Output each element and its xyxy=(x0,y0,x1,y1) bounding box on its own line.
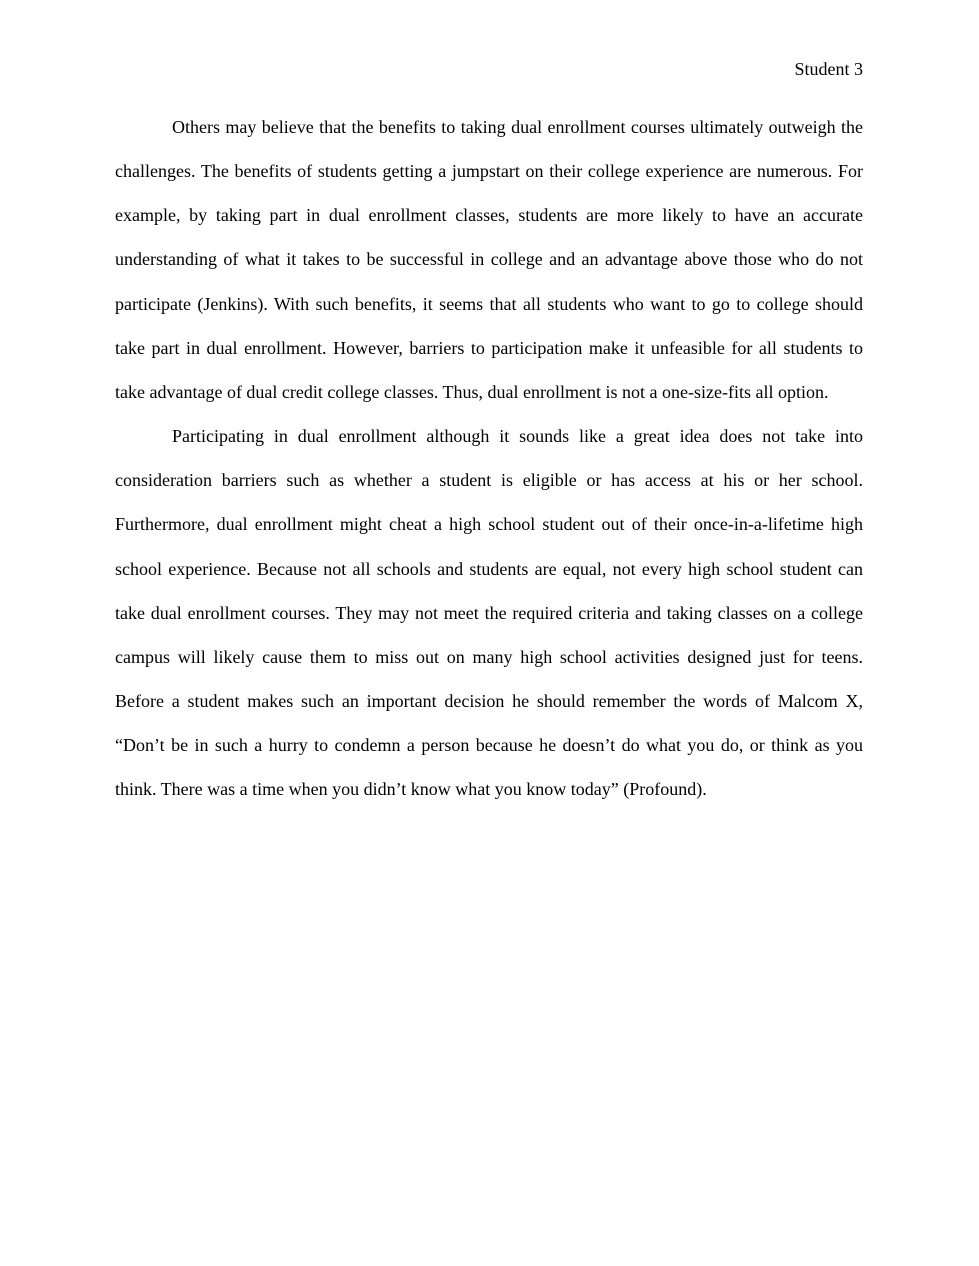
body-text xyxy=(115,105,863,812)
running-head: Student 3 xyxy=(794,59,863,79)
paragraph-1: Others may believe that the benefits to taking dual enrollment courses ultimately outweigh the challenges. The benefits of students getting a jumpstart on their college experience are numerous. For example, by taking part in dual enrollment classes, students are more likely to have an accurate understanding of what it takes to be successful in college and an advantage above those who do not participate (Jenkins). With such benefits, it seems that all students who want to go to college should take part in dual enrollment. However, barriers to participation make it unfeasible for all students to take advantage of dual credit college classes. Thus, dual enrollment is not a one-size-fits all option. xyxy=(115,117,863,402)
paragraph-2: Participating in dual enrollment although it sounds like a great idea does not take into consideration barriers such as whether a student is eligible or has access at his or her school. Furthermore, dual enrollment might cheat a high school student out of their once-in-a-lifetime high school experience. Because not all schools and students are equal, not every high school student can take dual enrollment courses. They may not meet the required criteria and taking classes on a college campus will likely cause them to miss out on many high school activities designed just for teens. Before a student makes such an important decision he should remember the words of Malcom X, “Don’t be in such a hurry to condemn a person because he doesn’t do what you do, or think as you think. There was a time when you didn’t know what you know today” (Profound). xyxy=(115,426,863,800)
